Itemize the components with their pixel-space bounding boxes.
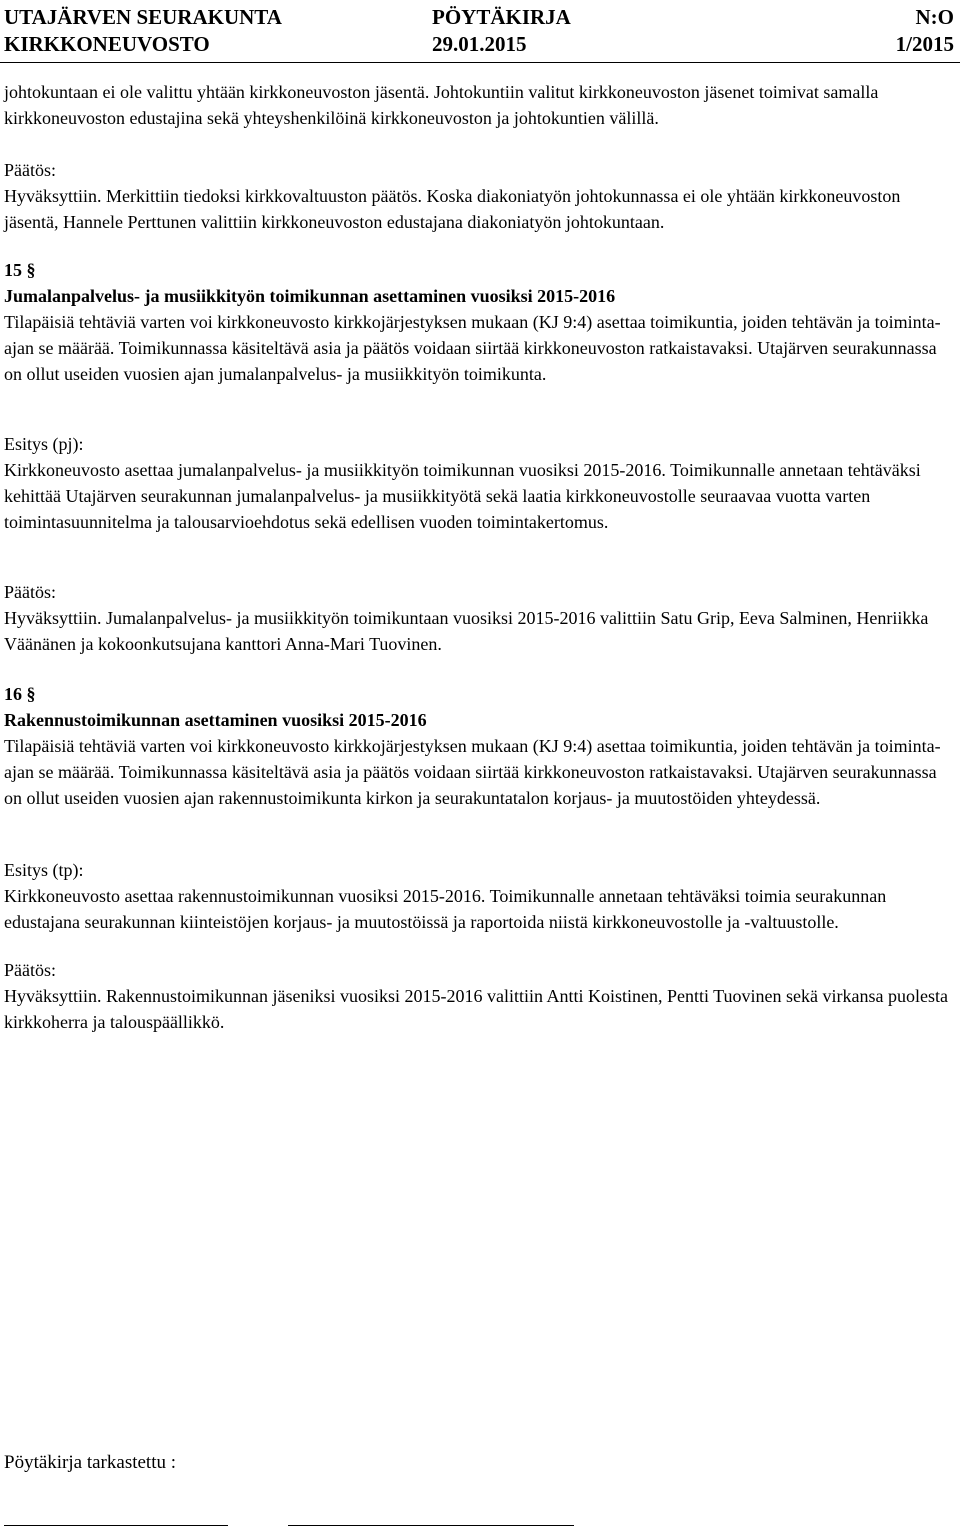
section-16-decision: [4, 957, 956, 1035]
section-16-title: Rakennustoimikunnan asettaminen vuosiksi 2015-2016: [4, 710, 427, 730]
signature-line-1: [4, 1525, 228, 1526]
section-16-body: Tilapäisiä tehtäviä varten voi kirkkoneuvosto kirkkojärjestyksen mukaan (KJ 9:4) asettaa toimikuntia, joiden tehtävän ja toiminta-ajan se määrää. Toimikunnassa käsiteltävä asia ja päätös voidaan siirtää kirkkoneuvoston ratkaistavaksi. Utajärven seurakunnassa on ollut useiden vuosien ajan rakennustoimikunta kirkon ja seurakuntatalon korjaus- ja muutostöiden yhteydessä.: [4, 736, 941, 808]
section-15-decision-label: Päätös:: [4, 582, 56, 602]
section-16: [4, 681, 956, 811]
section-16-decision-text: Hyväksyttiin. Rakennustoimikunnan jäseniksi vuosiksi 2015-2016 valittiin Antti Koistinen, Pentti Tuovinen sekä virkansa puolesta kirkkoherra ja talouspäällikkö.: [4, 986, 948, 1032]
header-date: 29.01.2015: [432, 32, 527, 56]
signature-line-2: [288, 1525, 574, 1526]
section-15-number: 15 §: [4, 260, 36, 280]
section-16-number: 16 §: [4, 684, 36, 704]
header-page-number: 1/2015: [895, 32, 954, 56]
intro-paragraph-block: [4, 79, 956, 131]
section-15-proposal: [4, 431, 956, 535]
header-organization: UTAJÄRVEN SEURAKUNTA: [4, 5, 282, 29]
section-16-proposal-text: Kirkkoneuvosto asettaa rakennustoimikunnan vuosiksi 2015-2016. Toimikunnalle annetaan tehtäväksi toimia seurakunnan edustajana seurakunnan kiinteistöjen korjaus- ja muutostöissä ja raportoida niistä kirkkoneuvostolle ja -valtuustolle.: [4, 886, 887, 932]
intro-decision-label: Päätös:: [4, 160, 56, 180]
section-15: [4, 257, 956, 387]
intro-decision-block: [4, 157, 956, 235]
header-document-type: PÖYTÄKIRJA: [432, 5, 571, 29]
section-16-decision-label: Päätös:: [4, 960, 56, 980]
section-16-proposal-label: Esitys (tp):: [4, 860, 84, 880]
section-15-proposal-label: Esitys (pj):: [4, 434, 84, 454]
intro-paragraph: johtokuntaan ei ole valittu yhtään kirkkoneuvoston jäsentä. Johtokuntiin valitut kirkkoneuvoston jäsenet toimivat samalla kirkkoneuvoston edustajina sekä yhteyshenkilöinä kirkkoneuvoston ja johtokuntien välillä.: [4, 82, 879, 128]
section-15-title: Jumalanpalvelus- ja musiikkityön toimikunnan asettaminen vuosiksi 2015-2016: [4, 286, 616, 306]
intro-decision-text: Hyväksyttiin. Merkittiin tiedoksi kirkkovaltuuston päätös. Koska diakoniatyön johtokunnassa ei ole yhtään kirkkoneuvoston jäsentä, Hannele Perttunen valittiin kirkkoneuvoston edustajana diakoniatyön johtokuntaan.: [4, 186, 901, 232]
section-15-body: Tilapäisiä tehtäviä varten voi kirkkoneuvosto kirkkojärjestyksen mukaan (KJ 9:4) asettaa toimikuntia, joiden tehtävän ja toiminta-ajan se määrää. Toimikunnassa käsiteltävä asia ja päätös voidaan siirtää kirkkoneuvoston ratkaistavaksi. Utajärven seurakunnassa on ollut useiden vuosien ajan jumalanpalvelus- ja musiikkityön toimikunta.: [4, 312, 941, 384]
header-number-label: N:O: [915, 5, 954, 29]
section-16-proposal: [4, 857, 956, 935]
section-15-proposal-text: Kirkkoneuvosto asettaa jumalanpalvelus- ja musiikkityön toimikunnan vuosiksi 2015-2016. Toimikunnalle annetaan tehtäväksi kehittää Utajärven seurakunnan jumalanpalvelus- ja musiikkityötä sekä laatia kirkkoneuvostolle seuraavaa vuotta varten toimintasuunnitelma ja talousarvioehdotus sekä edellisen vuoden toimintakertomus.: [4, 460, 921, 532]
header-divider: [0, 62, 960, 63]
section-15-decision: [4, 579, 956, 657]
section-15-decision-text: Hyväksyttiin. Jumalanpalvelus- ja musiikkityön toimikuntaan vuosiksi 2015-2016 valittiin Satu Grip, Eeva Salminen, Henriikka Väänänen ja kokoonkutsujana kanttori Anna-Mari Tuovinen.: [4, 608, 929, 654]
minutes-checked-label: Pöytäkirja tarkastettu :: [4, 1452, 177, 1473]
header-body-name: KIRKKONEUVOSTO: [4, 32, 210, 56]
